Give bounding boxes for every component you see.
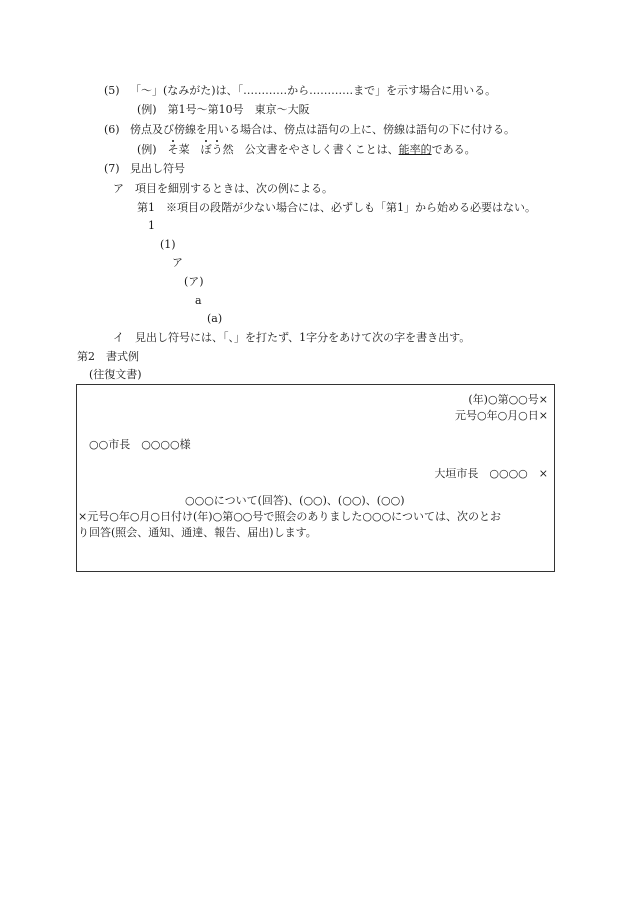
item-7-number: (7)	[104, 162, 120, 175]
item-5-text: 「～」(なみがた)は、「…………から…………まで」を示す場合に用いる。	[130, 84, 497, 97]
letter-date: 元号○年○月○日×	[454, 409, 548, 422]
letter-body-line-1: ×元号○年○月○日付け(年)○第○○号で照会のありました○○○については、次のとお	[78, 510, 501, 523]
heading-level-4: ア	[172, 256, 183, 269]
underlined-word: 能率的	[398, 143, 432, 156]
section-2-subtitle: (往復文書)	[89, 368, 142, 381]
example-suffix: である。	[431, 143, 476, 156]
heading-level-3: (1)	[160, 238, 176, 251]
letter-doc-number: (年)○第○○号×	[468, 393, 548, 406]
item-7-title: 見出し符号	[130, 162, 185, 175]
item-7-a: ア 項目を細別するときは、次の例による。	[113, 182, 333, 195]
example-text: 菜	[178, 143, 201, 156]
item-5-number: (5)	[104, 84, 120, 97]
heading-level-7: (a)	[207, 312, 223, 325]
item-6-example	[137, 143, 476, 157]
item-5-example: (例) 第1号～第10号 東京～大阪	[137, 103, 310, 116]
emphasis-dot-char: ぼ	[200, 143, 212, 156]
letter-subject: ○○○について(回答)、(○○)、(○○)、(○○)	[185, 494, 405, 507]
heading-level-1: 第1 ※項目の段階が少ない場合には、必ずしも「第1」から始める必要はない。	[137, 201, 536, 214]
example-prefix: (例)	[137, 143, 168, 156]
item-7-i: イ 見出し符号には、「、」を打たず、1字分をあけて次の字を書き出す。	[113, 331, 471, 344]
letter-sender: 大垣市長 ○○○○ ×	[434, 467, 548, 480]
example-text: 然 公文書をやさしく書くことは、	[222, 143, 399, 156]
letter-addressee: ○○市長 ○○○○様	[89, 438, 191, 451]
emphasis-dot-char: そ	[167, 143, 179, 156]
item-6-text: 傍点及び傍線を用いる場合は、傍点は語句の上に、傍線は語句の下に付ける。	[130, 123, 515, 136]
sample-letter-frame	[76, 384, 555, 572]
letter-body-line-2: り回答(照会、通知、通達、報告、届出)します。	[78, 526, 317, 539]
heading-level-5: (ア)	[184, 275, 204, 288]
emphasis-dot-char: う	[211, 143, 223, 156]
heading-level-2: 1	[148, 219, 155, 232]
heading-level-6: a	[195, 294, 202, 307]
item-6-number: (6)	[104, 123, 120, 136]
section-2-title: 第2 書式例	[77, 350, 139, 363]
